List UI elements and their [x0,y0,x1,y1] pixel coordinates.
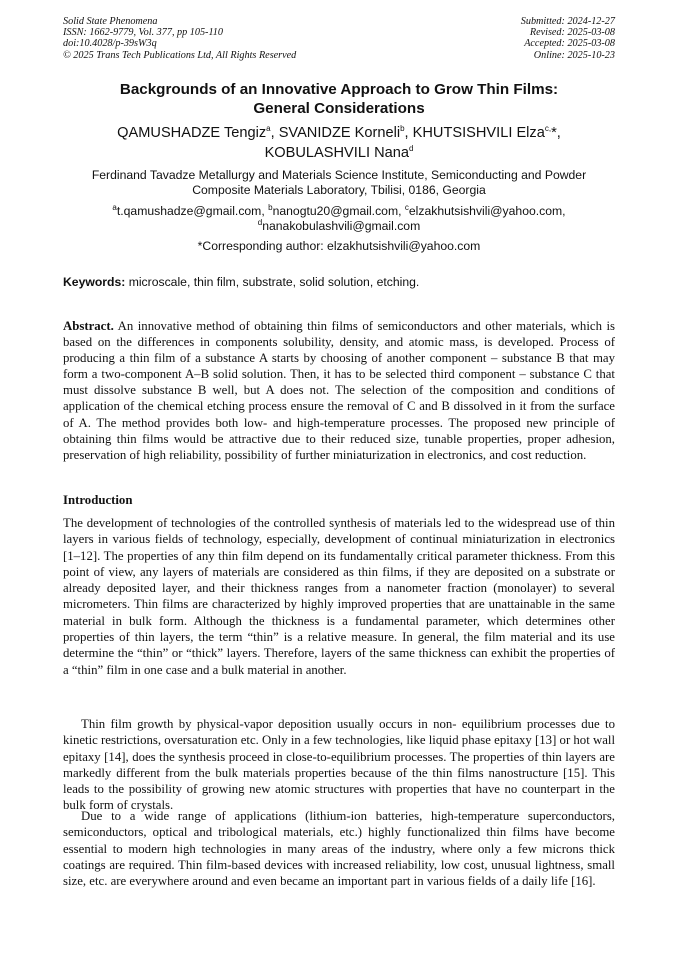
keywords-label: Keywords: [63,275,126,289]
revised-date: Revised: 2025-03-08 [529,27,615,39]
submitted-date: Submitted: 2024-12-27 [520,16,615,27]
corresponding-star: * [551,125,557,141]
section-heading-introduction: Introduction [63,493,133,507]
journal-header-right [521,16,615,61]
author-4-mark: d [408,143,414,153]
email-c[interactable]: elzakhutsishvili@yahoo.com [408,204,563,218]
journal-name: Solid State Phenomena [63,16,158,27]
copyright-line: © 2025 Trans Tech Publications Ltd, All Rights Reserved [63,49,297,61]
email-c-mark: c [404,202,409,212]
keywords [63,275,615,290]
online-date: Online: 2025-10-23 [533,49,615,61]
title-line-2: General Considerations [253,99,425,117]
email-d[interactable]: nanakobulashvili@gmail.com [262,219,421,234]
author-3-mark: c, [544,124,552,134]
email-a-mark: a [112,202,117,212]
accepted-date: Accepted: 2025-03-08 [524,38,615,50]
abstract [63,318,615,463]
affiliation-line-1: Ferdinand Tavadze Metallurgy and Materials Science Institute, Semiconducting and Powder [91,168,587,182]
email-b[interactable]: nanogtu20@gmail.com [272,204,399,218]
author-4: KOBULASHVILI Nana [264,144,409,161]
issn-line: ISSN: 1662-9779, Vol. 377, pp 105-110 [63,27,223,39]
affiliation-line-2: Composite Materials Laboratory, Tbilisi, 0186, Georgia [192,183,486,198]
author-1: QAMUSHADZE Tengiz [117,125,267,141]
introduction-paragraph-3: Due to a wide range of applications (lithium-ion batteries, high-temperature superconductors, semiconductors, optical and tribological materials, etc.) highly functionalized thin films have become essential to modern high technologies in many areas of the industry, where only a few microns thick coatings are required. Thin film-based devices with increased reliability, low cost, unusual lightness, small size, etc. are everywhere around and even became an important part in various fields of a daily life [16]. [63,809,615,889]
corresponding-author: *Corresponding author: elzakhutsishvili@yahoo.com [197,239,481,253]
email-a[interactable]: t.qamushadze@gmail.com [116,204,262,218]
author-2: SVANIDZE Korneli [278,125,401,141]
journal-header-left [63,16,296,61]
introduction-paragraph-2: Thin film growth by physical-vapor deposition usually occurs in non- equilibrium processes due to kinetic restrictions, oversaturation etc. Only in a few technologies, like liquid phase epitaxy [13] or hot wall epitaxy [14], does the synthesis proceed in close-to-equilibrium processes. The properties of thin layers are markedly different from the bulk materials properties because of the thin films nanostructure [15]. This leads to the possibility of growing new atomic structures with properties that have no counterpart in the bulk form of crystals. [63,717,615,813]
abstract-label: Abstract. [63,319,114,333]
abstract-text: An innovative method of obtaining thin films of semiconductors and other materials, which is based on the differences in components solubility, density, and atomic mass, is developed. Process of producing a thin film of a substance A starts by choosing of another component – substance B that may form a two-component A–B solid solution. Then, it has to be selected third component – substance C that must dissolve substance B well, but A does not. The selection of the composition and conditions of application of the chemical etching process ensure the removal of C and B dissolved in it from the surface of A. The method provides both low- and high-temperature processes. The proposed new principle of obtaining thin films would be attractive due to their reduced size, tunable properties, proper adhesion, preservation of high reliability, possibility of further miniaturization in electronics, and cost reduction. [63,319,615,462]
introduction-paragraph-1: The development of technologies of the controlled synthesis of materials led to the widespread use of thin layers in various fields of technology, especially, development of continual miniaturization in electronics [1–12]. The properties of any thin film depend on its fundamentally critical parameter thickness. From this point of view, any layers of materials are considered as thin films, if they are deposited on a substrate or already deposited layer, and their thickness ranges from a nanometer fraction (monolayer) to several micrometers. Thin films are characterized by highly improved properties that are unattainable in the same material in bulk form. Although the thickness is a fundamental parameter, which determines other properties of thin layers, the term “thin” is a relative measure. In general, the film material and its use determine the “thin” or “thick” layers. Therefore, layers of the same thickness can exhibit the properties of a “thin” film in one case and a bulk material in another. [63,516,615,677]
author-list: QAMUSHADZE Tengiz$^a$, SVANIDZE Korneli$^b$, KHUTSISHVILI Elza$^{c,}$*, KOBULASHVILI Nana$^d$ [117,124,561,161]
title-line-1: Backgrounds of an Innovative Approach to Grow Thin Films: [119,81,559,98]
author-2-mark: b [400,124,405,134]
doi-line: doi:10.4028/p-39sW3q [63,38,157,50]
paper-title [63,81,615,118]
affiliation [63,168,615,198]
author-1-mark: a [266,124,271,134]
author-3: KHUTSISHVILI Elza [412,125,545,141]
email-b-mark: b [268,202,273,212]
author-emails: $^a$t.qamushadze@gmail.com, $^b$nanogtu20@gmail.com, $^c$elzakhutsishvili@yahoo.com, $^d$nanakobulashvili@gmail.com [112,202,566,234]
email-d-mark: d [257,218,263,228]
keywords-text: microscale, thin film, substrate, solid solution, etching. [125,275,420,289]
